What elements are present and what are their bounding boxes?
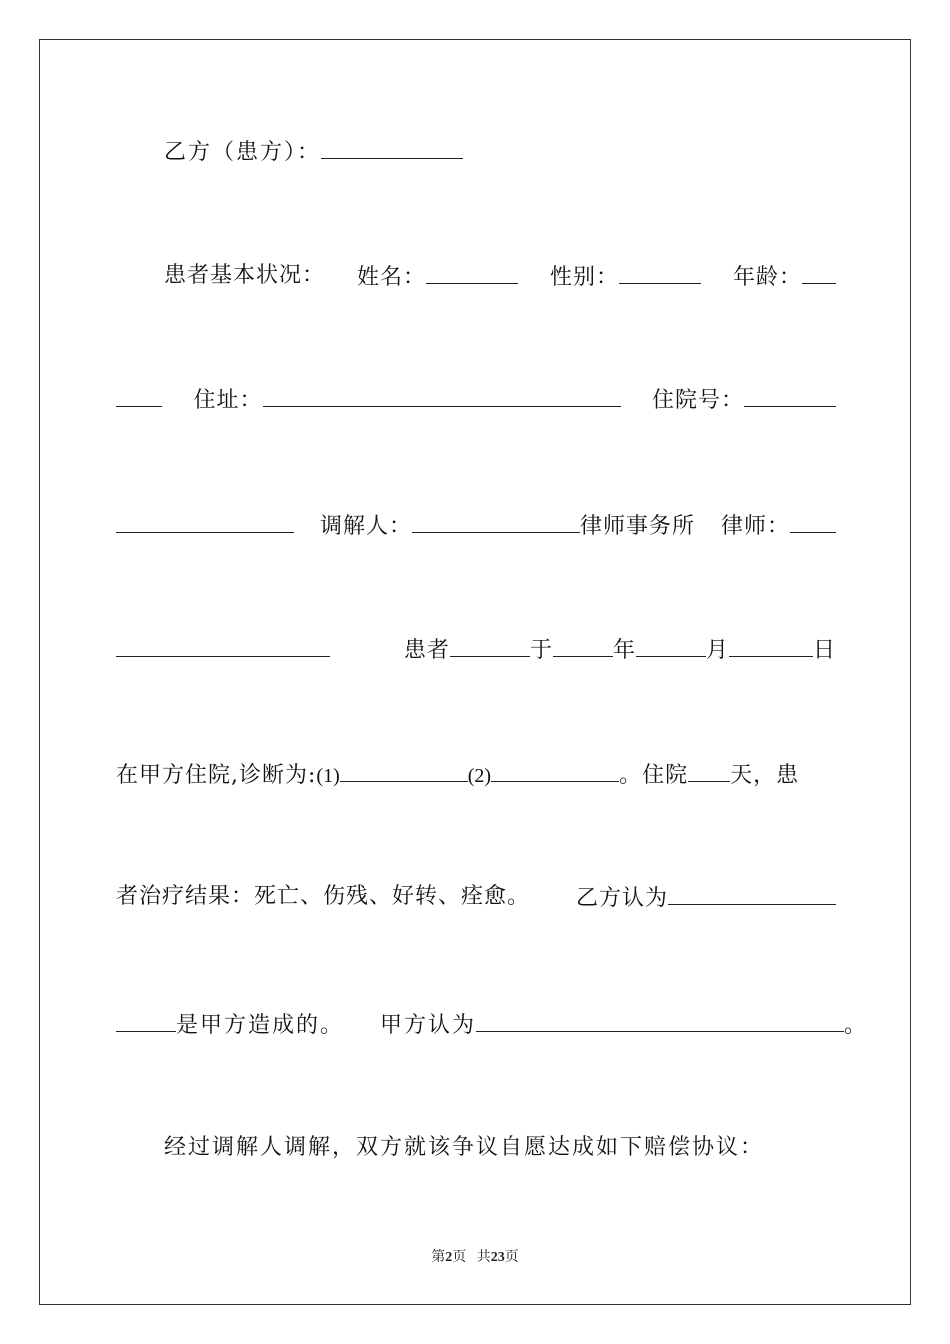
- day-blank[interactable]: [729, 634, 813, 657]
- treatment-result-text: 者治疗结果：死亡、伤残、好转、痊愈。: [116, 884, 531, 909]
- party-a-opinion-blank[interactable]: [476, 1009, 844, 1032]
- party-a-opinion-label: 甲方认为: [380, 1013, 477, 1038]
- admission-no-blank-cont[interactable]: [116, 510, 294, 533]
- page-prefix: 第: [431, 1250, 446, 1265]
- stay-text: 。住院: [619, 763, 689, 788]
- page-suffix: 页: [452, 1250, 467, 1265]
- party-b-label: 乙方（患方）：: [164, 140, 322, 165]
- total-prefix: 共: [476, 1250, 491, 1265]
- patient-basic-line: [164, 261, 836, 293]
- days-text: 天，患: [730, 763, 800, 788]
- law-firm-text: 律师事务所: [579, 514, 695, 539]
- stay-days-blank[interactable]: [688, 759, 730, 782]
- admission-no-label: 住院号：: [651, 388, 744, 413]
- page-current: 2: [445, 1250, 453, 1265]
- age-label: 年龄：: [732, 265, 802, 290]
- day-label: 日: [812, 638, 836, 663]
- name-label: 姓名：: [356, 265, 426, 290]
- address-line: [116, 384, 836, 416]
- patient-basic-heading: 患者基本状况：: [164, 263, 326, 288]
- diagnosis-1-blank[interactable]: [340, 759, 468, 782]
- admission-date-line: [116, 634, 836, 666]
- page-footer: [0, 1246, 950, 1266]
- age-blank[interactable]: [802, 261, 836, 284]
- diagnosis-text: 在甲方住院,诊断为:: [116, 763, 317, 788]
- diagnosis-item-2: (2): [467, 765, 492, 787]
- age-blank-cont[interactable]: [116, 384, 162, 407]
- admission-no-blank[interactable]: [744, 384, 836, 407]
- address-label: 住址：: [193, 388, 263, 413]
- on-label: 于: [529, 638, 553, 663]
- lawyer-blank[interactable]: [790, 510, 836, 533]
- address-blank[interactable]: [263, 384, 621, 407]
- agreement-intro-line: [164, 1133, 836, 1163]
- patient-name-blank[interactable]: [450, 634, 530, 657]
- party-a-opinion-line: [116, 1009, 869, 1041]
- month-blank[interactable]: [636, 634, 706, 657]
- mediator-label: 调解人：: [319, 514, 412, 539]
- party-b-blank[interactable]: [321, 136, 463, 159]
- gender-blank[interactable]: [619, 261, 701, 284]
- page-border: [39, 39, 911, 1305]
- party-b-opinion-blank[interactable]: [668, 882, 836, 905]
- year-blank[interactable]: [553, 634, 613, 657]
- party-b-opinion-label: 乙方认为: [575, 886, 668, 911]
- mediator-line: [116, 510, 836, 542]
- diagnosis-line: [116, 759, 836, 791]
- name-blank[interactable]: [426, 261, 518, 284]
- period-text: 。: [844, 1013, 869, 1038]
- treatment-result-line: [116, 882, 836, 914]
- lawyer-label: 律师：: [720, 514, 790, 539]
- party-b-line: [164, 136, 836, 168]
- total-suffix: 页: [504, 1250, 519, 1265]
- total-pages: 23: [490, 1250, 505, 1265]
- gender-label: 性别：: [549, 265, 619, 290]
- diagnosis-item-1: (1): [316, 765, 340, 787]
- diagnosis-2-blank[interactable]: [491, 759, 619, 782]
- party-b-opinion-blank-cont[interactable]: [116, 1009, 176, 1032]
- month-label: 月: [705, 638, 729, 663]
- lawyer-blank-cont[interactable]: [116, 634, 330, 657]
- mediator-blank[interactable]: [412, 510, 580, 533]
- caused-by-text: 是甲方造成的。: [176, 1013, 345, 1038]
- agreement-intro-text: 经过调解人调解，双方就该争议自愿达成如下赔偿协议：: [164, 1135, 765, 1160]
- patient-label: 患者: [403, 638, 450, 663]
- year-label: 年: [612, 638, 636, 663]
